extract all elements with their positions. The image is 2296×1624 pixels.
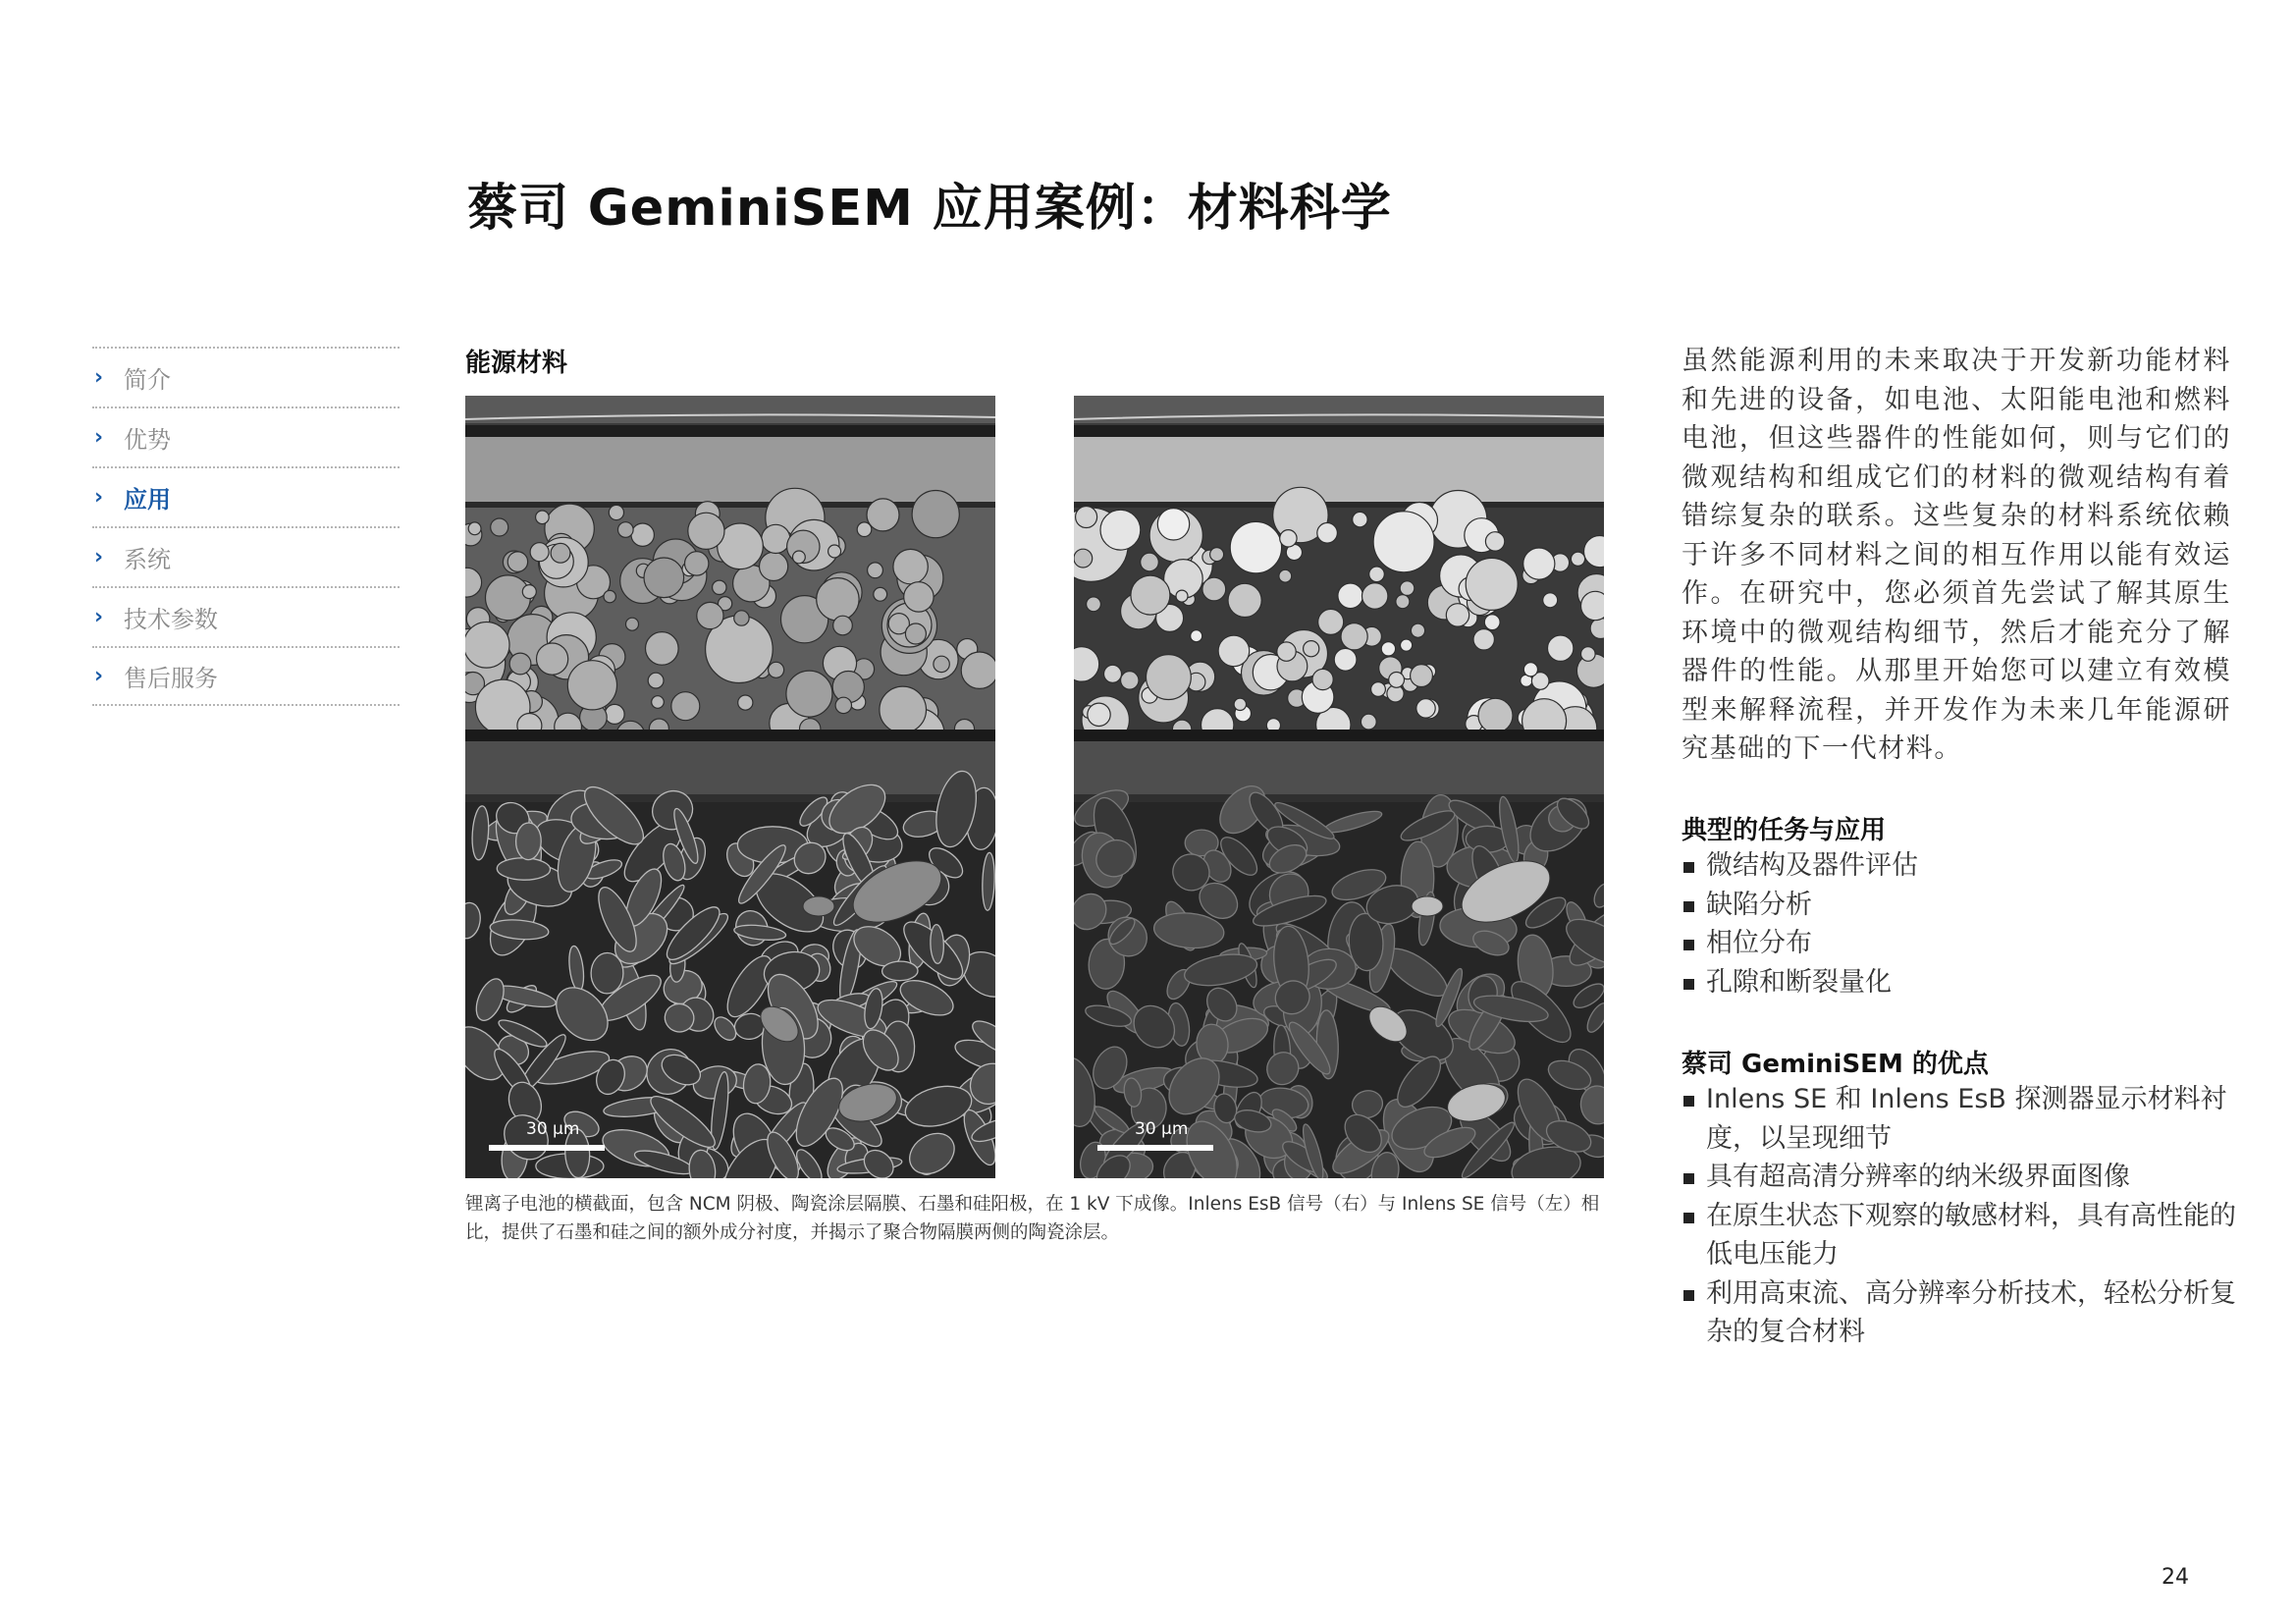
intro-paragraph: 虽然能源利用的未来取决于开发新功能材料和先进的设备，如电池、太阳能电池和燃料电池，但这些器件的性能如何，则与它们的微观结构和组成它们的材料的微观结构有着错综复杂的联系。这些复杂的材料系统依赖于许多不同材料之间的相互作用以能有效运作。在研究中，您必须首先尝试了解其原生环境中的微观结构细节，然后才能充分了解器件的性能。从那里开始您可以建立有效模型来解释流程，并开发作为未来几年能源研究基础的下一代材料。 (1682, 346, 2231, 764)
sidebar-item-label: 系统 (124, 546, 171, 573)
tasks-list (1682, 846, 2251, 1001)
advantages-list (1682, 1080, 2251, 1352)
tasks-heading: 典型的任务与应用 (1682, 816, 1887, 845)
sidebar-item-specs[interactable] (92, 586, 400, 646)
list-item: 孔隙和断裂量化 (1682, 963, 2251, 1002)
image-caption: 锂离子电池的横截面，包含 NCM 阴极、陶瓷涂层隔膜、石墨和硅阳极，在 1 kV 下成像。Inlens EsB 信号（右）与 Inlens SE 信号（左）相比，提供了石墨和硅之间的额外成分衬度，并揭示了聚合物隔膜两侧的陶瓷涂层。 (465, 1194, 1600, 1243)
list-item: 缺陷分析 (1682, 886, 2251, 925)
scale-bar (1097, 1145, 1213, 1151)
sidebar-item-label: 优势 (124, 426, 171, 454)
sidebar-item-system[interactable] (92, 526, 400, 586)
sidebar-item-service[interactable] (92, 646, 400, 706)
chevron-right-icon: › (94, 545, 104, 569)
sidebar-item-label: 应用 (124, 486, 171, 514)
chevron-right-icon: › (94, 605, 104, 629)
list-item: 利用高束流、高分辨率分析技术，轻松分析复杂的复合材料 (1682, 1274, 2251, 1352)
chevron-right-icon: › (94, 425, 104, 450)
list-item: Inlens SE 和 Inlens EsB 探测器显示材料衬度，以呈现细节 (1682, 1080, 2251, 1158)
sidebar-item-label: 技术参数 (124, 606, 218, 633)
list-item: 微结构及器件评估 (1682, 846, 2251, 886)
sidebar-item-intro[interactable] (92, 347, 400, 406)
scale-label: 30 µm (1135, 1119, 1189, 1139)
sem-image-inlens-esb (1074, 396, 1604, 1178)
sidebar-item-label: 简介 (124, 366, 171, 394)
section-heading: 能源材料 (465, 349, 568, 378)
scale-bar (489, 1145, 605, 1151)
list-item: 相位分布 (1682, 924, 2251, 963)
page-title: 蔡司 GeminiSEM 应用案例：材料科学 (467, 180, 1392, 238)
chevron-right-icon: › (94, 664, 104, 688)
chevron-right-icon: › (94, 485, 104, 510)
page-number: 24 (2162, 1565, 2189, 1590)
list-item: 在原生状态下观察的敏感材料，具有高性能的低电压能力 (1682, 1197, 2251, 1274)
sidebar-item-advantages[interactable] (92, 406, 400, 466)
chevron-right-icon: › (94, 365, 104, 390)
list-item: 具有超高清分辨率的纳米级界面图像 (1682, 1158, 2251, 1197)
advantages-heading: 蔡司 GeminiSEM 的优点 (1682, 1050, 1989, 1079)
sidebar-nav (92, 347, 400, 706)
sem-image-inlens-se (465, 396, 995, 1178)
sidebar-item-applications[interactable] (92, 466, 400, 526)
sidebar-item-label: 售后服务 (124, 665, 218, 692)
scale-label: 30 µm (526, 1119, 580, 1139)
